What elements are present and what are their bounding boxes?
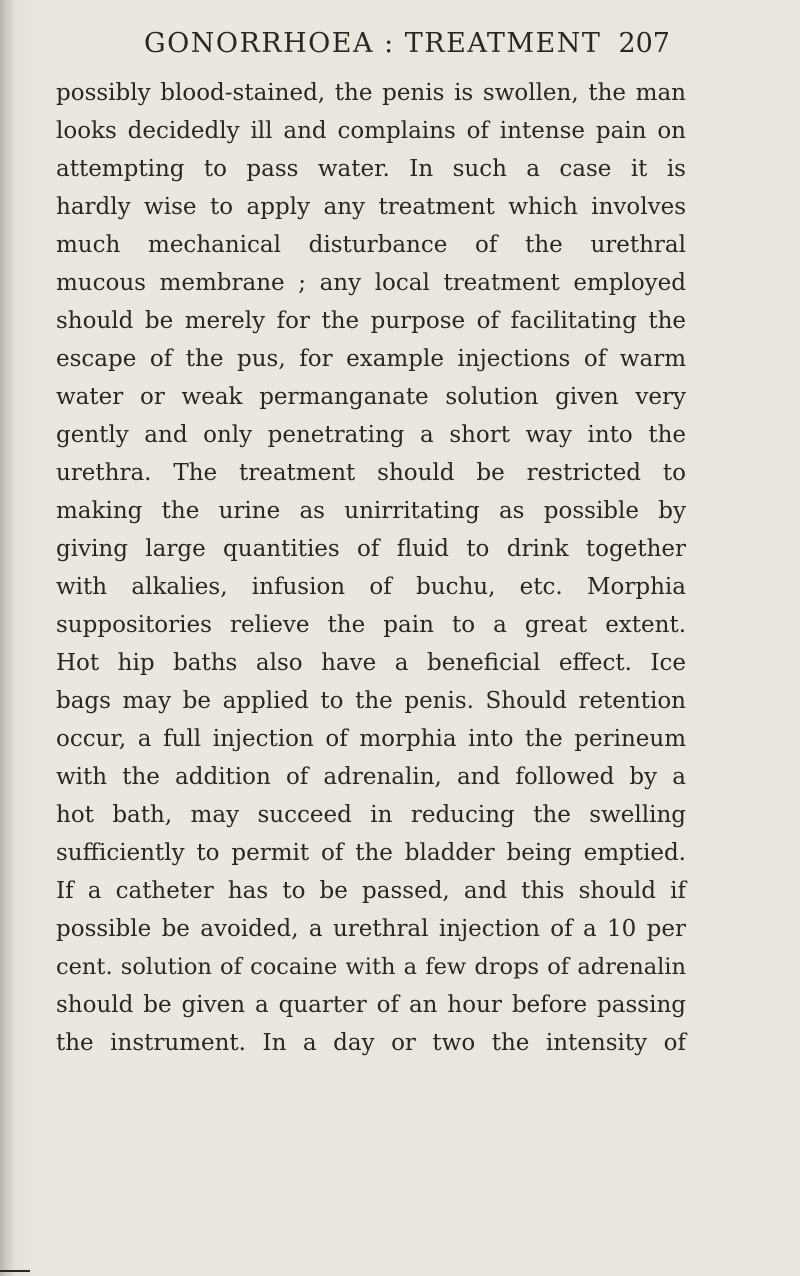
- running-head-title: GONORRHOEA : TREATMENT: [144, 28, 602, 59]
- text-line: cent. solution of cocaine with a few drops of adrenalin: [56, 954, 686, 980]
- text-line: giving large quantities of fluid to drink together: [56, 536, 686, 562]
- text-line: urethra. The treatment should be restricted to: [56, 460, 686, 486]
- text-line: water or weak permanganate solution given very: [56, 384, 686, 410]
- page-number: 207: [618, 28, 670, 59]
- text-line: with the addition of adrenalin, and followed by a: [56, 764, 686, 790]
- text-line: escape of the pus, for example injections of warm: [56, 346, 686, 372]
- text-line: the instrument. In a day or two the intensity of: [56, 1030, 686, 1056]
- text-line: hardly wise to apply any treatment which involves: [56, 194, 686, 220]
- text-line: occur, a full injection of morphia into the perineum: [56, 726, 686, 752]
- text-line: bags may be applied to the penis. Should retention: [56, 688, 686, 714]
- text-line: looks decidedly ill and complains of intense pain on: [56, 118, 686, 144]
- page-edge-mark: [0, 1270, 30, 1272]
- text-line: Hot hip baths also have a beneficial effect. Ice: [56, 650, 686, 676]
- text-line: mucous membrane ; any local treatment employed: [56, 270, 686, 296]
- text-line: possibly blood-stained, the penis is swollen, the man: [56, 80, 686, 106]
- text-line: much mechanical disturbance of the urethral: [56, 232, 686, 258]
- text-line: If a catheter has to be passed, and this should if: [56, 878, 686, 904]
- running-head: [58, 28, 670, 68]
- text-line: suppositories relieve the pain to a great extent.: [56, 612, 686, 638]
- text-line: gently and only penetrating a short way into the: [56, 422, 686, 448]
- text-line: making the urine as unirritating as possible by: [56, 498, 686, 524]
- text-line: hot bath, may succeed in reducing the swelling: [56, 802, 686, 828]
- page-gutter-shadow: [0, 0, 14, 1276]
- text-line: possible be avoided, a urethral injection of a 10 per: [56, 916, 686, 942]
- text-line: should be given a quarter of an hour before passing: [56, 992, 686, 1018]
- text-line: attempting to pass water. In such a case it is: [56, 156, 686, 182]
- text-line: with alkalies, infusion of buchu, etc. Morphia: [56, 574, 686, 600]
- text-line: should be merely for the purpose of facilitating the: [56, 308, 686, 334]
- text-line: sufficiently to permit of the bladder being emptied.: [56, 840, 686, 866]
- body-text: [56, 74, 686, 1062]
